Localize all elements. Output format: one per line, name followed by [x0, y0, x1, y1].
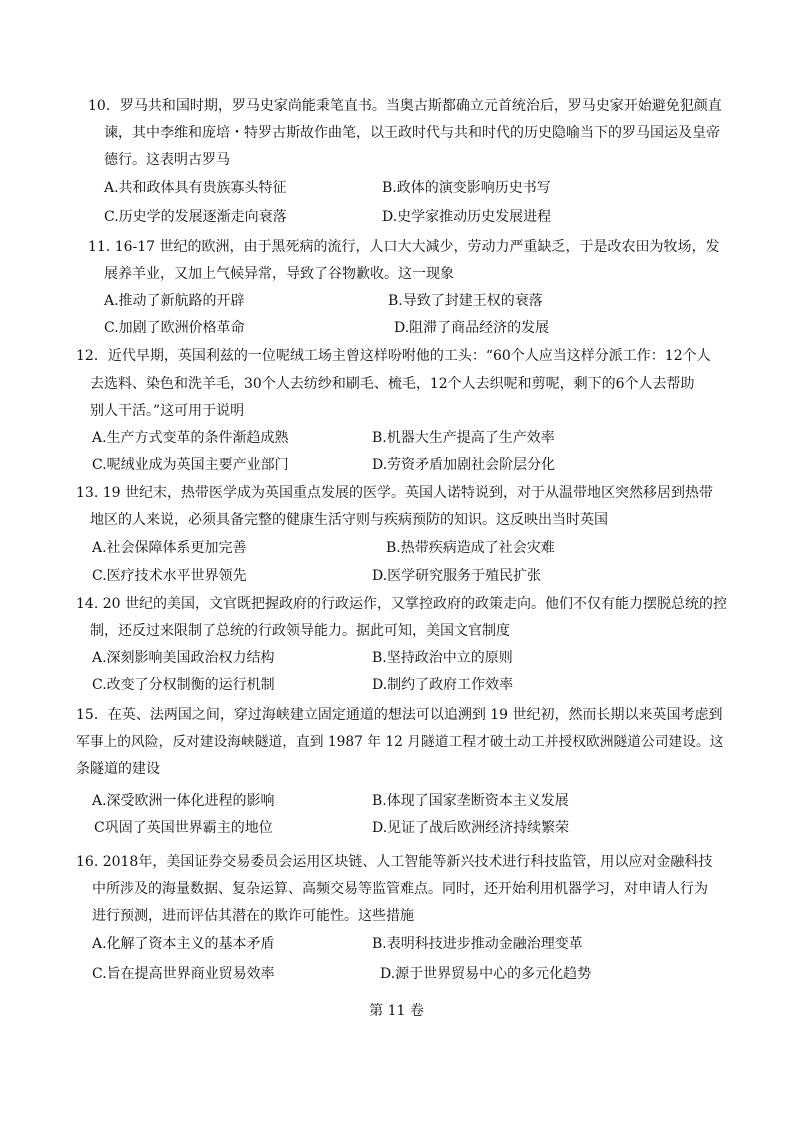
q15-line-1: 15．在英、法两国之间，穿过海峡建立固定通道的想法可以追溯到 19 世纪初，然而长期以来英国考虑到 — [76, 707, 723, 723]
q12-option-c: C.呢绒业成为英国主要产业部门 — [92, 457, 289, 473]
q14-option-c: C.改变了分权制衡的运行机制 — [92, 677, 275, 693]
q13-line-2: 地区的人来说，必须具备完整的健康生活守则与疾病预防的知识。这反映出当时英国 — [90, 512, 608, 528]
q11-line-1: 11. 16-17 世纪的欧洲，由于黑死病的流行，人口大大减少，劳动力严重缺乏，于是改农田为牧场，发 — [88, 239, 720, 255]
q10-option-a: A.共和政体具有贵族寡头特征 — [104, 180, 287, 196]
q15-line-3: 条隧道的建设 — [76, 761, 160, 777]
q13-option-c: C.医疗技术水平世界领先 — [92, 568, 247, 584]
q10-line-2: 谏，其中李维和庞培・特罗古斯故作曲笔，以王政时代与共和时代的历史隐喻当下的罗马国运及皇帝 — [104, 125, 720, 141]
q14-option-d: D.制约了政府工作效率 — [372, 677, 514, 693]
q13-option-d: D.医学研究服务于殖民扩张 — [372, 568, 542, 584]
q16-line-3: 进行预测，进而评估其潜在的欺诈可能性。这些措施 — [92, 908, 414, 924]
q15-option-b: B.体现了国家垄断资本主义发展 — [372, 793, 569, 809]
q11-option-c: C.加剧了欧洲价格革命 — [104, 320, 245, 336]
q10-option-b: B.政体的演变影响历史书写 — [382, 180, 551, 196]
q15-option-a: A.深受欧洲一体化进程的影响 — [92, 793, 275, 809]
q12-option-d: D.劳资矛盾加剧社会阶层分化 — [372, 457, 556, 473]
q16-line-2: 中所涉及的海量数据、复杂运算、高频交易等监管难点。同时，还开始利用机器学习，对申请人行为 — [92, 881, 708, 897]
q11-line-2: 展养羊业，又加上气候异常，导致了谷物歉收。这一现象 — [104, 266, 454, 282]
q14-option-a: A.深刻影响美国政治权力结构 — [92, 650, 275, 666]
q13-line-1: 13. 19 世纪末，热带医学成为英国重点发展的医学。英国人诺特说到，对于从温带地区突然移居到热带 — [76, 485, 713, 501]
q13-option-a: A.社会保障体系更加完善 — [92, 540, 247, 556]
q16-line-1: 16. 2018年，美国证券交易委员会运用区块链、人工智能等新兴技术进行科技监管，用以应对金融科技 — [76, 854, 713, 870]
q12-line-2: 去选料、染色和洗羊毛，30个人去纺纱和刷毛、梳毛，12个人去织呢和剪呢，剩下的6个人去帮助 — [90, 376, 695, 392]
q12-option-b: B.机器大生产提高了生产效率 — [372, 430, 555, 446]
q11-option-a: A.推动了新航路的开辟 — [104, 293, 245, 309]
q16-option-c: C.旨在提高世界商业贸易效率 — [92, 966, 275, 982]
q14-line-1: 14. 20 世纪的美国，文官既把握政府的行政运作，又掌控政府的政策走向。他们不仅有能力摆脱总统的控 — [76, 596, 727, 612]
q12-line-1: 12．近代早期，英国利兹的一位呢绒工场主曾这样吩咐他的工头：“60个人应当这样分派工作：12个人 — [76, 348, 711, 364]
q10-line-1: 10．罗马共和国时期，罗马史家尚能秉笔直书。当奥古斯都确立元首统治后，罗马史家开始避免犯颜直 — [88, 98, 722, 114]
q15-option-d: D.见证了战后欧洲经济持续繁荣 — [372, 820, 570, 836]
q14-option-b: B.坚持政治中立的原则 — [372, 650, 513, 666]
page-footer: 第 11 卷 — [369, 1003, 424, 1019]
q13-option-b: B.热带疾病造成了社会灾难 — [386, 540, 555, 556]
q10-line-3: 德行。这表明古罗马 — [104, 152, 230, 168]
q15-line-2: 军事上的风险，反对建设海峡隧道，直到 1987 年 12 月隧道工程才破土动工并授权欧洲隧道公司建设。这 — [76, 734, 724, 750]
q12-option-a: A.生产方式变革的条件渐趋成熟 — [92, 430, 289, 446]
q16-option-b: B.表明科技进步推动金融治理变革 — [372, 936, 583, 952]
q14-line-2: 制，还反过来限制了总统的行政领导能力。据此可知，美国文官制度 — [90, 623, 510, 639]
q16-option-d: D.源于世界贸易中心的多元化趋势 — [380, 966, 592, 982]
q12-line-3: 别人干活。”这可用于说明 — [90, 403, 245, 419]
q16-option-a: A.化解了资本主义的基本矛盾 — [92, 936, 275, 952]
q15-option-c: C巩固了英国世界霸主的地位 — [94, 820, 273, 836]
q11-option-b: B.导致了封建王权的衰落 — [388, 293, 543, 309]
q10-option-d: D.史学家推动历史发展进程 — [382, 209, 552, 225]
q11-option-d: D.阻滞了商品经济的发展 — [394, 320, 550, 336]
q10-option-c: C.历史学的发展逐渐走向衰落 — [104, 209, 287, 225]
